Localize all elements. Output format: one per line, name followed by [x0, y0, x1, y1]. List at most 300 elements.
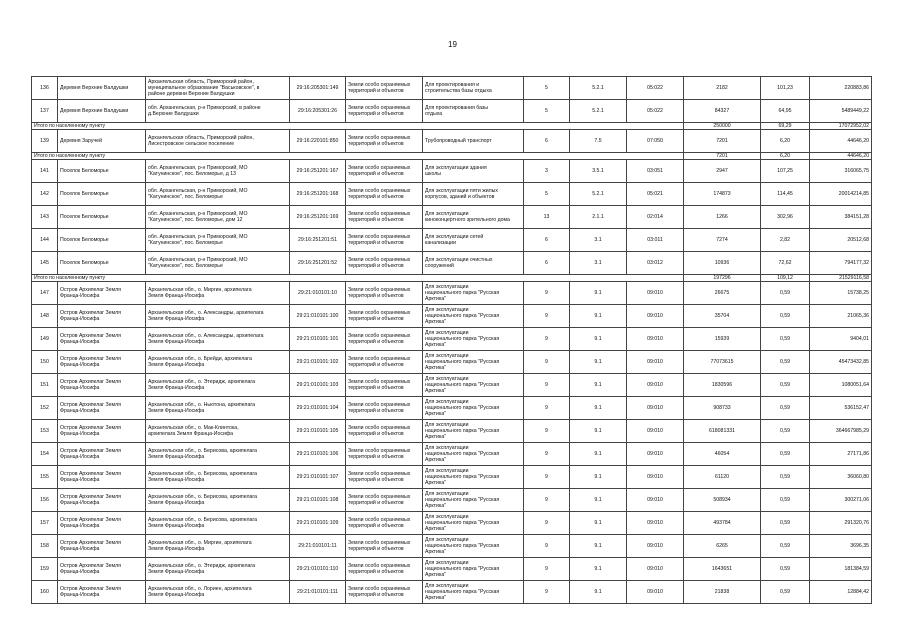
- classifier-code-cell: 09:010: [627, 581, 684, 604]
- specific-value-cell: 107,25: [761, 160, 810, 183]
- classifier-code-cell: 05:021: [627, 183, 684, 206]
- permitted-use-cell: Для эксплуатации пяти жилых корпусов, зданий и объектов: [423, 183, 524, 206]
- use-code-cell: 9.1: [570, 420, 627, 443]
- row-number-cell: 148: [32, 305, 58, 328]
- specific-value-cell: 0,59: [761, 558, 810, 581]
- area-cell: 46054: [684, 443, 761, 466]
- area-cell: 7274: [684, 229, 761, 252]
- classifier-code-cell: 09:010: [627, 351, 684, 374]
- table-row: [32, 512, 872, 535]
- subtotal-rate: 6,20: [761, 153, 810, 160]
- settlement-cell: Остров Архипелаг Земля Франца-Иосифа: [58, 282, 146, 305]
- specific-value-cell: 0,59: [761, 443, 810, 466]
- group-cell: 5: [524, 183, 570, 206]
- cadastral-value-cell: 181384,59: [810, 558, 872, 581]
- cadastral-number-cell: 29:21:010101:11: [290, 535, 346, 558]
- address-cell: Архангельская обл., о. Берисова, архипелага Земля Франца-Иосифа: [146, 466, 290, 489]
- land-category-cell: Земли особо охраняемых территорий и объектов: [346, 581, 423, 604]
- table-row: [32, 328, 872, 351]
- group-cell: 6: [524, 130, 570, 153]
- group-cell: 5: [524, 77, 570, 100]
- settlement-cell: Поселок Беломорье: [58, 252, 146, 275]
- table-row: [32, 130, 872, 153]
- use-code-cell: 9.1: [570, 466, 627, 489]
- table-row: [32, 351, 872, 374]
- cadastral-number-cell: 29:21:010101:102: [290, 351, 346, 374]
- table-row: [32, 252, 872, 275]
- land-category-cell: Земли особо охраняемых территорий и объектов: [346, 206, 423, 229]
- permitted-use-cell: Для эксплуатации национального парка "Русская Арктика": [423, 328, 524, 351]
- classifier-code-cell: 09:010: [627, 420, 684, 443]
- address-cell: обл. Архангельская, р-н Приморский, МО "Катунинское", пос. Беломорье: [146, 252, 290, 275]
- cadastral-number-cell: 29:21:010101:109: [290, 512, 346, 535]
- use-code-cell: 9.1: [570, 581, 627, 604]
- table-row: [32, 206, 872, 229]
- settlement-cell: Остров Архипелаг Земля Франца-Иосифа: [58, 581, 146, 604]
- classifier-code-cell: 09:010: [627, 328, 684, 351]
- cadastral-value-cell: 3696,35: [810, 535, 872, 558]
- land-category-cell: Земли особо охраняемых территорий и объектов: [346, 558, 423, 581]
- row-number-cell: 141: [32, 160, 58, 183]
- settlement-cell: Остров Архипелаг Земля Франца-Иосифа: [58, 558, 146, 581]
- use-code-cell: 3.1: [570, 229, 627, 252]
- use-code-cell: 7.5: [570, 130, 627, 153]
- permitted-use-cell: Для эксплуатации киноконцертного зрительного дома: [423, 206, 524, 229]
- classifier-code-cell: 02:014: [627, 206, 684, 229]
- row-number-cell: 143: [32, 206, 58, 229]
- permitted-use-cell: Для эксплуатации национального парка "Русская Арктика": [423, 305, 524, 328]
- settlement-cell: Остров Архипелаг Земля Франца-Иосифа: [58, 351, 146, 374]
- permitted-use-cell: Для эксплуатации национального парка "Русская Арктика": [423, 420, 524, 443]
- specific-value-cell: 0,59: [761, 581, 810, 604]
- address-cell: Архангельская обл., о. Берисова, архипелага Земля Франца-Иосифа: [146, 443, 290, 466]
- cadastral-number-cell: 29:21:010101:107: [290, 466, 346, 489]
- specific-value-cell: 101,23: [761, 77, 810, 100]
- subtotal-area: 7201: [684, 153, 761, 160]
- area-cell: 7201: [684, 130, 761, 153]
- settlement-cell: Деревня Заручей: [58, 130, 146, 153]
- permitted-use-cell: Для эксплуатации национального парка "Русская Арктика": [423, 489, 524, 512]
- address-cell: Архангельская обл., о. Александры, архипелага Земля Франца-Иосифа: [146, 328, 290, 351]
- row-number-cell: 144: [32, 229, 58, 252]
- classifier-code-cell: 09:010: [627, 535, 684, 558]
- cadastral-value-cell: 794177,32: [810, 252, 872, 275]
- row-number-cell: 153: [32, 420, 58, 443]
- use-code-cell: 9.1: [570, 328, 627, 351]
- settlement-cell: Остров Архипелаг Земля Франца-Иосифа: [58, 374, 146, 397]
- settlement-cell: Поселок Беломорье: [58, 206, 146, 229]
- table-row: [32, 535, 872, 558]
- group-cell: 9: [524, 282, 570, 305]
- cadastral-number-cell: 29:21:010101:103: [290, 374, 346, 397]
- settlement-cell: Поселок Беломорье: [58, 183, 146, 206]
- row-number-cell: 159: [32, 558, 58, 581]
- address-cell: обл. Архангельская, р-н Приморский, МО "Катунинское", пос. Беломорье, д 13: [146, 160, 290, 183]
- permitted-use-cell: Для проектирования и строительства базы отдыха: [423, 77, 524, 100]
- row-number-cell: 157: [32, 512, 58, 535]
- cadastral-value-cell: 1080051,64: [810, 374, 872, 397]
- settlement-cell: Деревня Верхние Валдушки: [58, 100, 146, 123]
- table-row: [32, 100, 872, 123]
- permitted-use-cell: Для эксплуатации сетей канализации: [423, 229, 524, 252]
- group-cell: 9: [524, 466, 570, 489]
- row-number-cell: 136: [32, 77, 58, 100]
- land-category-cell: Земли особо охраняемых территорий и объектов: [346, 420, 423, 443]
- use-code-cell: 9.1: [570, 489, 627, 512]
- table-row: [32, 282, 872, 305]
- cadastral-number-cell: 29:21:010101:104: [290, 397, 346, 420]
- specific-value-cell: 0,59: [761, 489, 810, 512]
- permitted-use-cell: Для эксплуатации национального парка "Русская Арктика": [423, 512, 524, 535]
- use-code-cell: 9.1: [570, 374, 627, 397]
- specific-value-cell: 0,59: [761, 351, 810, 374]
- group-cell: 9: [524, 397, 570, 420]
- cadastral-value-cell: 220883,86: [810, 77, 872, 100]
- table-row: [32, 374, 872, 397]
- permitted-use-cell: Для эксплуатации национального парка "Русская Арктика": [423, 397, 524, 420]
- row-number-cell: 139: [32, 130, 58, 153]
- table-row: [32, 160, 872, 183]
- group-cell: 9: [524, 581, 570, 604]
- settlement-cell: Поселок Беломорье: [58, 160, 146, 183]
- group-cell: 9: [524, 374, 570, 397]
- classifier-code-cell: 09:010: [627, 282, 684, 305]
- row-number-cell: 151: [32, 374, 58, 397]
- classifier-code-cell: 09:010: [627, 374, 684, 397]
- settlement-cell: Остров Архипелаг Земля Франца-Иосифа: [58, 328, 146, 351]
- cadastral-number-cell: 29:16:220101:850: [290, 130, 346, 153]
- group-cell: 9: [524, 328, 570, 351]
- classifier-code-cell: 09:010: [627, 443, 684, 466]
- area-cell: 493784: [684, 512, 761, 535]
- area-cell: 2947: [684, 160, 761, 183]
- cadastral-number-cell: 29:21:010101:106: [290, 443, 346, 466]
- use-code-cell: 5.2.1: [570, 77, 627, 100]
- classifier-code-cell: 09:010: [627, 558, 684, 581]
- group-cell: 3: [524, 160, 570, 183]
- row-number-cell: 145: [32, 252, 58, 275]
- settlement-cell: Остров Архипелаг Земля Франца-Иосифа: [58, 466, 146, 489]
- address-cell: Архангельская обл., о. Миргин, архипелага Земля Франца-Иосифа: [146, 282, 290, 305]
- area-cell: 2182: [684, 77, 761, 100]
- area-cell: 10936: [684, 252, 761, 275]
- subtotal-row: [32, 275, 872, 282]
- use-code-cell: 9.1: [570, 351, 627, 374]
- specific-value-cell: 64,95: [761, 100, 810, 123]
- specific-value-cell: 0,59: [761, 397, 810, 420]
- specific-value-cell: 2,82: [761, 229, 810, 252]
- settlement-cell: Остров Архипелаг Земля Франца-Иосифа: [58, 443, 146, 466]
- specific-value-cell: 72,62: [761, 252, 810, 275]
- subtotal-rate: 109,12: [761, 275, 810, 282]
- cadastral-value-cell: 9404,01: [810, 328, 872, 351]
- subtotal-value: 44646,20: [810, 153, 872, 160]
- group-cell: 9: [524, 558, 570, 581]
- address-cell: Архангельская обл., о. Берисова, архипелага Земля Франца-Иосифа: [146, 512, 290, 535]
- use-code-cell: 9.1: [570, 558, 627, 581]
- cadastral-number-cell: 29:16:251201:52: [290, 252, 346, 275]
- address-cell: обл. Архангельская, р-н Приморский, МО "Катунинское", пос. Беломорье: [146, 229, 290, 252]
- group-cell: 9: [524, 420, 570, 443]
- row-number-cell: 150: [32, 351, 58, 374]
- permitted-use-cell: Для эксплуатации национального парка "Русская Арктика": [423, 558, 524, 581]
- table-row: [32, 489, 872, 512]
- cadastral-value-cell: 20014214,85: [810, 183, 872, 206]
- permitted-use-cell: Для эксплуатации национального парка "Русская Арктика": [423, 466, 524, 489]
- table-row: [32, 558, 872, 581]
- area-cell: 26675: [684, 282, 761, 305]
- land-category-cell: Земли особо охраняемых территорий и объектов: [346, 443, 423, 466]
- row-number-cell: 158: [32, 535, 58, 558]
- classifier-code-cell: 05:022: [627, 77, 684, 100]
- area-cell: 1266: [684, 206, 761, 229]
- row-number-cell: 154: [32, 443, 58, 466]
- group-cell: 9: [524, 443, 570, 466]
- classifier-code-cell: 03:051: [627, 160, 684, 183]
- specific-value-cell: 0,59: [761, 374, 810, 397]
- row-number-cell: 152: [32, 397, 58, 420]
- land-category-cell: Земли особо охраняемых территорий и объектов: [346, 535, 423, 558]
- area-cell: 35704: [684, 305, 761, 328]
- land-category-cell: Земли особо охраняемых территорий и объектов: [346, 397, 423, 420]
- cadastral-value-cell: 27171,86: [810, 443, 872, 466]
- area-cell: 908733: [684, 397, 761, 420]
- group-cell: 6: [524, 252, 570, 275]
- land-category-cell: Земли особо охраняемых территорий и объектов: [346, 77, 423, 100]
- land-category-cell: Земли особо охраняемых территорий и объектов: [346, 305, 423, 328]
- land-category-cell: Земли особо охраняемых территорий и объектов: [346, 229, 423, 252]
- permitted-use-cell: Для эксплуатации национального парка "Русская Арктика": [423, 282, 524, 305]
- page-number: 19: [448, 40, 457, 49]
- land-category-cell: Земли особо охраняемых территорий и объектов: [346, 160, 423, 183]
- cadastral-value-cell: 36060,80: [810, 466, 872, 489]
- specific-value-cell: 0,59: [761, 420, 810, 443]
- settlement-cell: Остров Архипелаг Земля Франца-Иосифа: [58, 397, 146, 420]
- cadastral-number-cell: 29:21:010101:110: [290, 558, 346, 581]
- use-code-cell: 3.1: [570, 252, 627, 275]
- settlement-cell: Поселок Беломорье: [58, 229, 146, 252]
- group-cell: 9: [524, 305, 570, 328]
- subtotal-rate: 69,29: [761, 123, 810, 130]
- specific-value-cell: 0,59: [761, 305, 810, 328]
- land-registry-table: [31, 76, 872, 604]
- cadastral-number-cell: 29:21:010101:105: [290, 420, 346, 443]
- cadastral-number-cell: 29:21:010101:108: [290, 489, 346, 512]
- row-number-cell: 149: [32, 328, 58, 351]
- row-number-cell: 142: [32, 183, 58, 206]
- group-cell: 9: [524, 535, 570, 558]
- subtotal-label: Итого по населенному пункту: [32, 153, 684, 160]
- cadastral-number-cell: 29:21:010101:100: [290, 305, 346, 328]
- specific-value-cell: 0,59: [761, 328, 810, 351]
- use-code-cell: 9.1: [570, 443, 627, 466]
- address-cell: Архангельская область, Приморский район, муниципальное образование "Васьковское", в районе деревни Верхние Валдушки: [146, 77, 290, 100]
- land-category-cell: Земли особо охраняемых территорий и объектов: [346, 512, 423, 535]
- cadastral-number-cell: 29:21:010101:10: [290, 282, 346, 305]
- permitted-use-cell: Для эксплуатации национального парка "Русская Арктика": [423, 535, 524, 558]
- address-cell: Архангельская обл., о. Мак-Клинтока, архипелага Земля Франца-Иосифа: [146, 420, 290, 443]
- use-code-cell: 9.1: [570, 535, 627, 558]
- use-code-cell: 2.1.1: [570, 206, 627, 229]
- subtotal-value: 17072952,02: [810, 123, 872, 130]
- specific-value-cell: 0,59: [761, 466, 810, 489]
- settlement-cell: Остров Архипелаг Земля Франца-Иосифа: [58, 305, 146, 328]
- table-row: [32, 397, 872, 420]
- subtotal-row: [32, 153, 872, 160]
- area-cell: 61120: [684, 466, 761, 489]
- settlement-cell: Остров Архипелаг Земля Франца-Иосифа: [58, 420, 146, 443]
- table-row: [32, 420, 872, 443]
- land-category-cell: Земли особо охраняемых территорий и объектов: [346, 489, 423, 512]
- table-row: [32, 229, 872, 252]
- permitted-use-cell: Для эксплуатации национального парка "Русская Арктика": [423, 374, 524, 397]
- group-cell: 9: [524, 351, 570, 374]
- area-cell: 508934: [684, 489, 761, 512]
- subtotal-value: 21529116,58: [810, 275, 872, 282]
- cadastral-value-cell: 5489449,22: [810, 100, 872, 123]
- area-cell: 21838: [684, 581, 761, 604]
- permitted-use-cell: Для эксплуатации здания школы: [423, 160, 524, 183]
- cadastral-number-cell: 29:16:251201:167: [290, 160, 346, 183]
- table-row: [32, 305, 872, 328]
- table-row: [32, 183, 872, 206]
- group-cell: 9: [524, 512, 570, 535]
- address-cell: Архангельская обл., о. Лориен, архипелага Земля Франца-Иосифа: [146, 581, 290, 604]
- cadastral-value-cell: 44646,20: [810, 130, 872, 153]
- area-cell: 77073615: [684, 351, 761, 374]
- row-number-cell: 160: [32, 581, 58, 604]
- land-category-cell: Земли особо охраняемых территорий и объектов: [346, 282, 423, 305]
- specific-value-cell: 302,96: [761, 206, 810, 229]
- use-code-cell: 5.2.1: [570, 183, 627, 206]
- address-cell: обл. Архангельская, р-н Приморский, в районе д.Верхние Валдушки: [146, 100, 290, 123]
- classifier-code-cell: 05:022: [627, 100, 684, 123]
- land-category-cell: Земли особо охраняемых территорий и объектов: [346, 252, 423, 275]
- cadastral-value-cell: 384151,28: [810, 206, 872, 229]
- classifier-code-cell: 07:050: [627, 130, 684, 153]
- permitted-use-cell: Для эксплуатации национального парка "Русская Арктика": [423, 443, 524, 466]
- classifier-code-cell: 09:010: [627, 466, 684, 489]
- use-code-cell: 9.1: [570, 397, 627, 420]
- cadastral-value-cell: 316065,75: [810, 160, 872, 183]
- land-category-cell: Земли особо охраняемых территорий и объектов: [346, 183, 423, 206]
- cadastral-number-cell: 29:16:251201:51: [290, 229, 346, 252]
- cadastral-number-cell: 29:16:205301:149: [290, 77, 346, 100]
- specific-value-cell: 0,59: [761, 282, 810, 305]
- settlement-cell: Остров Архипелаг Земля Франца-Иосифа: [58, 512, 146, 535]
- cadastral-number-cell: 29:16:205301:26: [290, 100, 346, 123]
- classifier-code-cell: 03:012: [627, 252, 684, 275]
- use-code-cell: 9.1: [570, 305, 627, 328]
- row-number-cell: 137: [32, 100, 58, 123]
- land-category-cell: Земли особо охраняемых территорий и объектов: [346, 328, 423, 351]
- address-cell: обл. Архангельская, р-н Приморский, МО "Катунинское", пос. Беломорье: [146, 183, 290, 206]
- specific-value-cell: 6,20: [761, 130, 810, 153]
- land-category-cell: Земли особо охраняемых территорий и объектов: [346, 351, 423, 374]
- cadastral-value-cell: 536152,47: [810, 397, 872, 420]
- use-code-cell: 3.5.1: [570, 160, 627, 183]
- specific-value-cell: 114,45: [761, 183, 810, 206]
- address-cell: Архангельская обл., о. Этеридж, архипелага Земля Франца-Иосифа: [146, 558, 290, 581]
- cadastral-value-cell: 21065,36: [810, 305, 872, 328]
- land-category-cell: Земли особо охраняемых территорий и объектов: [346, 130, 423, 153]
- subtotal-label: Итого по населенному пункту: [32, 123, 684, 130]
- table-row: [32, 466, 872, 489]
- group-cell: 13: [524, 206, 570, 229]
- subtotal-row: [32, 123, 872, 130]
- address-cell: обл. Архангельская, р-н Приморский, МО "Катунинское", пос. Беломорье, дом 12: [146, 206, 290, 229]
- cadastral-value-cell: 300271,06: [810, 489, 872, 512]
- table-row: [32, 581, 872, 604]
- classifier-code-cell: 09:010: [627, 489, 684, 512]
- permitted-use-cell: Для эксплуатации национального парка "Русская Арктика": [423, 581, 524, 604]
- use-code-cell: 9.1: [570, 282, 627, 305]
- cadastral-number-cell: 29:16:251201:169: [290, 206, 346, 229]
- cadastral-value-cell: 291320,76: [810, 512, 872, 535]
- row-number-cell: 156: [32, 489, 58, 512]
- group-cell: 5: [524, 100, 570, 123]
- cadastral-number-cell: 29:21:010101:101: [290, 328, 346, 351]
- land-category-cell: Земли особо охраняемых территорий и объектов: [346, 466, 423, 489]
- address-cell: Архангельская область, Приморский район, Лисестровское сельское поселение: [146, 130, 290, 153]
- table-row: [32, 443, 872, 466]
- area-cell: 174873: [684, 183, 761, 206]
- address-cell: Архангельская обл., о. Ньютона, архипелага Земля Франца-Иосифа: [146, 397, 290, 420]
- classifier-code-cell: 09:010: [627, 397, 684, 420]
- land-category-cell: Земли особо охраняемых территорий и объектов: [346, 374, 423, 397]
- area-cell: 15939: [684, 328, 761, 351]
- classifier-code-cell: 09:010: [627, 305, 684, 328]
- permitted-use-cell: Для эксплуатации очистных сооружений: [423, 252, 524, 275]
- land-category-cell: Земли особо охраняемых территорий и объектов: [346, 100, 423, 123]
- cadastral-number-cell: 29:21:010101:111: [290, 581, 346, 604]
- table-row: [32, 77, 872, 100]
- group-cell: 9: [524, 489, 570, 512]
- address-cell: Архангельская обл., о. Миргин, архипелага Земля Франца-Иосифа: [146, 535, 290, 558]
- subtotal-area: 197296: [684, 275, 761, 282]
- area-cell: 84327: [684, 100, 761, 123]
- cadastral-value-cell: 45473432,85: [810, 351, 872, 374]
- settlement-cell: Остров Архипелаг Земля Франца-Иосифа: [58, 535, 146, 558]
- cadastral-number-cell: 29:16:251201:168: [290, 183, 346, 206]
- permitted-use-cell: Трубопроводный транспорт: [423, 130, 524, 153]
- cadastral-value-cell: 364667985,29: [810, 420, 872, 443]
- settlement-cell: Остров Архипелаг Земля Франца-Иосифа: [58, 489, 146, 512]
- area-cell: 1643651: [684, 558, 761, 581]
- group-cell: 6: [524, 229, 570, 252]
- area-cell: 6265: [684, 535, 761, 558]
- settlement-cell: Деревня Верхние Валдушки: [58, 77, 146, 100]
- permitted-use-cell: Для проектирования базы отдыха: [423, 100, 524, 123]
- classifier-code-cell: 03:011: [627, 229, 684, 252]
- subtotal-label: Итого по населенному пункту: [32, 275, 684, 282]
- subtotal-area: 250000: [684, 123, 761, 130]
- address-cell: Архангельская обл., о. Берисова, архипелага Земля Франца-Иосифа: [146, 489, 290, 512]
- area-cell: 1830596: [684, 374, 761, 397]
- classifier-code-cell: 09:010: [627, 512, 684, 535]
- row-number-cell: 155: [32, 466, 58, 489]
- use-code-cell: 5.2.1: [570, 100, 627, 123]
- cadastral-value-cell: 20512,68: [810, 229, 872, 252]
- specific-value-cell: 0,59: [761, 535, 810, 558]
- use-code-cell: 9.1: [570, 512, 627, 535]
- row-number-cell: 147: [32, 282, 58, 305]
- cadastral-value-cell: 15738,25: [810, 282, 872, 305]
- permitted-use-cell: Для эксплуатации национального парка "Русская Арктика": [423, 351, 524, 374]
- cadastral-value-cell: 12884,42: [810, 581, 872, 604]
- address-cell: Архангельская обл., о. Александры, архипелага Земля Франца-Иосифа: [146, 305, 290, 328]
- specific-value-cell: 0,59: [761, 512, 810, 535]
